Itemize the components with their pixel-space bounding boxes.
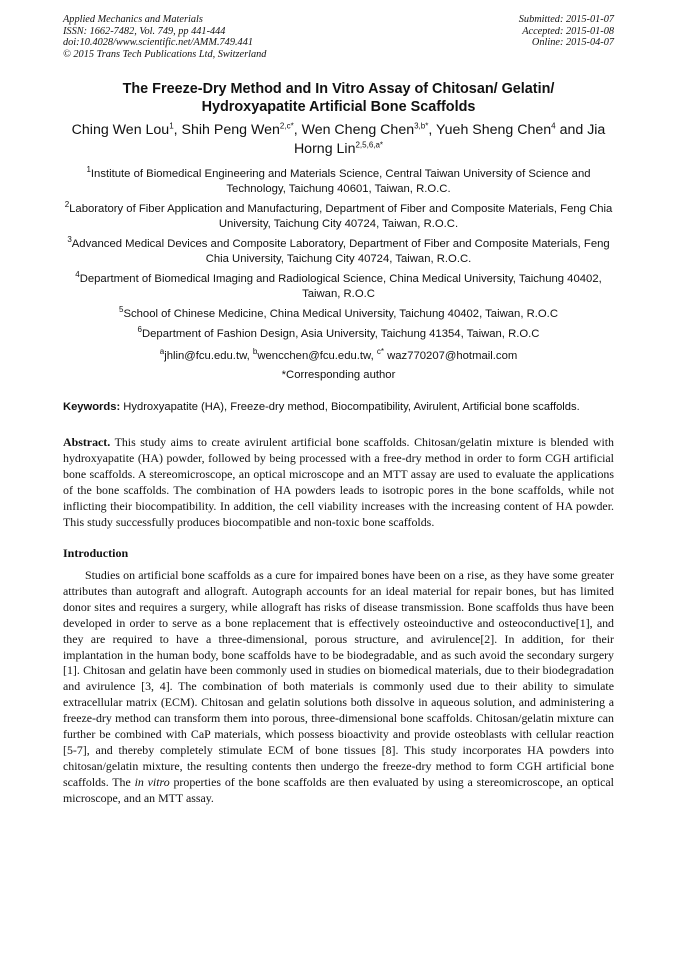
section-heading-introduction: Introduction [63, 546, 129, 560]
author: and Jia Horng Lin$^{2,5,6,a*}$ [293, 122, 606, 157]
abstract-label: Abstract. [63, 435, 111, 449]
email-address[interactable]: jhlin@fcu.edu.tw, [164, 350, 253, 362]
accepted-date: Accepted: 2015-01-08 [522, 25, 614, 37]
author-list [63, 121, 614, 159]
email-address[interactable]: waz770207@hotmail.com [383, 350, 518, 362]
submitted-date: Submitted: 2015-01-07 [518, 14, 614, 25]
email-list: $^a$jhlin@fcu.edu.tw, $^b$wencchen@fcu.edu.tw, $^{c*}$ waz770207@hotmail.com [159, 347, 518, 362]
abstract-text: This study aims to create avirulent artificial bone scaffolds. Chitosan/gelatin mixture is blended with hydroxyapatite (HA) powder, followed by being processed with a free-dry method in order to form CGH artificial bone scaffolds. A stereomicroscope, an optical microscope and an MTT assay are used to evaluate the applications of the bone scaffolds. The combination of HA powders leads to isotropic pores in the bone scaffolds, while not inflicting their biocompatibility. In addition, the cell viability increases with the increasing content of HA powder. This study successfully produces biocompatible and non-toxic bone scaffolds. [63, 435, 614, 529]
affiliation: $^6$Department of Fashion Design, Asia University, Taichung 41354, Taiwan, R.O.C [137, 325, 540, 340]
affiliation: $^1$Institute of Biomedical Engineering and Materials Science, Central Taiwan University of Science and Technology, Taichung 40601, Taiwan, R.O.C. [86, 165, 591, 195]
keywords-label: Keywords: [63, 401, 121, 413]
abstract [63, 434, 614, 530]
affiliation: $^4$Department of Biomedical Imaging and Radiological Science, China Medical University, Taichung 40402, Taiwan, R.O.C [75, 270, 602, 300]
submission-dates [519, 14, 614, 49]
keywords-text: Hydroxyapatite (HA), Freeze-dry method, Biocompatibility, Avirulent, Artificial bone scaffolds. [120, 401, 580, 413]
author: Shih Peng Wen$^{2,c*}$, [181, 121, 302, 138]
author: Wen Cheng Chen$^{3,b*}$, [301, 121, 436, 138]
affiliation: $^5$School of Chinese Medicine, China Medical University, Taichung 40402, Taiwan, R.O.C [119, 305, 558, 320]
keywords [63, 399, 614, 415]
email-address[interactable]: wencchen@fcu.edu.tw, [257, 350, 377, 362]
introduction-paragraph: Studies on artificial bone scaffolds as a cure for impaired bones have been on a rise, as they have some greater attributes than autograft and allograft. Autograph accounts for an ideal material for repair bones, but has limited donor sites and requires a surgery, while allograft has risks of disease transmission. Bone scaffolds thus have been developed in order to serve as a bone replacement that is effectively osteoinductive and osteoconductive[1], and they are required to have a three-dimensional, porous structure, and avirulence[2]. In addition, for their implantation in the human body, bone scaffolds have to be biodegradable, and as such avoid the secondary surgery [1]. Chitosan and gelatin have been commonly used in studies on biomedical materials, due to their biodegradation and avirulence [3, 4]. The combination of both materials is commonly used due to their ability to simulate extracellular matrix (ECM). Chitosan and gelatin solutions both dissolve in aqueous solution, and administering a freeze-dry method can transform them into porous, three-dimensional bone scaffolds. Chitosan/gelatin mixture can further be combined with CaP materials, which possess bioactivity and provide osteoblasts with cellular reaction [5-7], and thereby completely stimulate ECM of bone tissues [8]. This study incorporates HA powders into chitosan/gelatin mixture, the resulting contents then undergo the freeze-dry method to form CGH artificial bone scaffolds. The in vitro properties of the bone scaffolds are then evaluated by using a stereomicroscope, an optical microscope, and an MTT assay. [63, 568, 614, 805]
title-line-2: Hydroxyapatite Artificial Bone Scaffolds [201, 99, 476, 115]
online-date: Online: 2015-04-07 [531, 37, 614, 49]
copyright-line: © 2015 Trans Tech Publications Ltd, Switzerland [63, 48, 267, 60]
issn-line: ISSN: 1662-7482, Vol. 749, pp 441-444 [63, 25, 226, 37]
author: Ching Wen Lou$^1$, [71, 121, 182, 138]
title-line-1: The Freeze-Dry Method and In Vitro Assay of Chitosan/ Gelatin/ [122, 81, 555, 97]
doi-line: doi:10.4028/www.scientific.net/AMM.749.441 [63, 37, 253, 49]
affiliation: $^2$Laboratory of Fiber Application and Manufacturing, Department of Fiber and Composite Materials, Feng Chia University, Taichung City 40724, Taiwan, R.O.C. [64, 200, 613, 230]
affiliation: $^3$Advanced Medical Devices and Composite Laboratory, Department of Fiber and Composite Materials, Feng Chia University, Taichung City 40724, Taiwan, R.O.C. [67, 235, 610, 265]
journal-header [63, 14, 614, 66]
paper-page [63, 14, 614, 807]
corresponding-author-note: *Corresponding author [281, 369, 396, 381]
author: Yueh Sheng Chen$^4$ [435, 121, 556, 138]
paper-title [63, 80, 614, 116]
journal-info [63, 14, 266, 60]
journal-name: Applied Mechanics and Materials [63, 14, 203, 25]
